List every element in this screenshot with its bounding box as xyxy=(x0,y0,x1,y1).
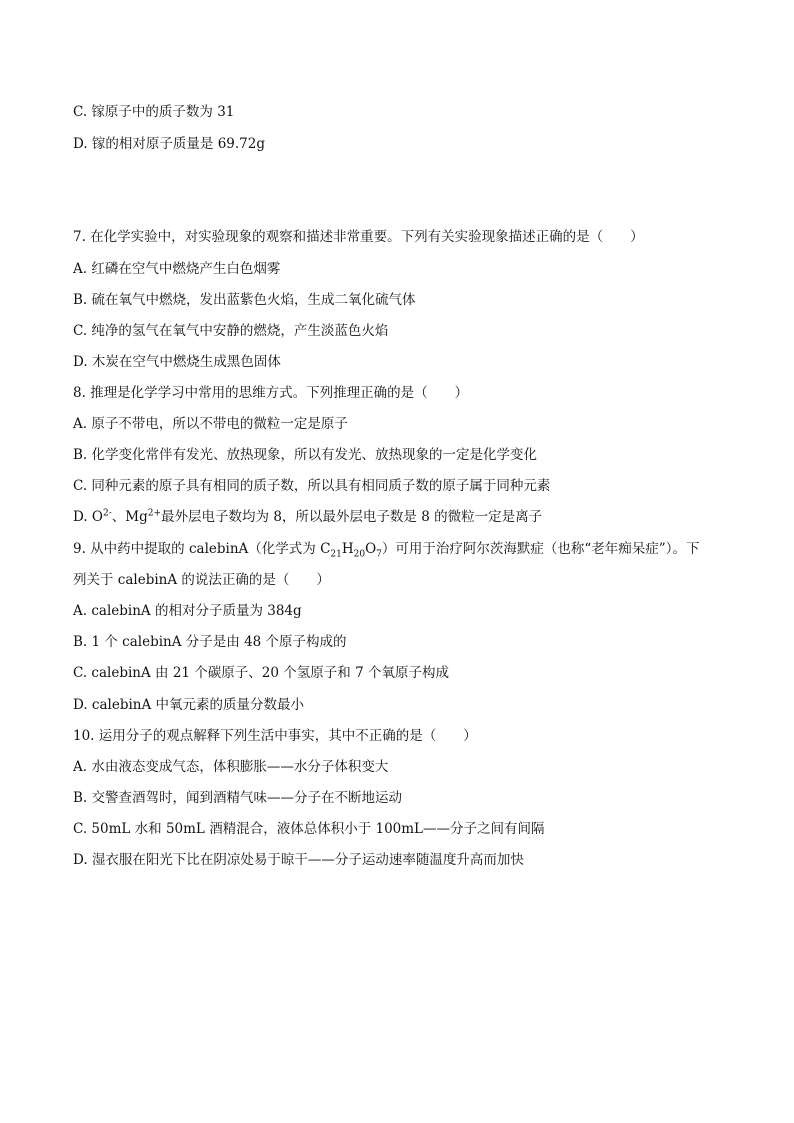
question-9-option-a: A. calebinA 的相对分子质量为 384g xyxy=(73,603,302,619)
question-9-option-d: D. calebinA 中氧元素的质量分数最小 xyxy=(73,697,305,713)
q9-stem-prefix: 9. 从中药中提取的 calebinA（化学式为 C xyxy=(73,541,331,557)
question-9-option-c: C. calebinA 由 21 个碳原子、20 个氢原子和 7 个氧原子构成 xyxy=(73,665,449,681)
question-9-stem-line-2: 列关于 calebinA 的说法正确的是（ ） xyxy=(73,572,330,588)
carbon-count: 21 xyxy=(330,549,342,560)
hydrogen-count: 20 xyxy=(353,549,366,560)
q9-stem-suffix: ）可用于治疗阿尔茨海默症（也称“老年痴呆症”）。下 xyxy=(381,541,700,557)
question-7-stem: 7. 在化学实验中，对实验现象的观察和描述非常重要。下列有关实验现象描述正确的是（ ） xyxy=(73,229,644,245)
question-9-stem xyxy=(73,540,699,558)
question-8-option-b: B. 化学变化常伴有发光、放热现象，所以有发光、放热现象的一定是化学变化 xyxy=(73,447,538,463)
question-10-stem: 10. 运用分子的观点解释下列生活中事实，其中不正确的是（ ） xyxy=(73,728,477,744)
prev-question-option-c: C. 镓原子中的质子数为 31 xyxy=(73,104,235,120)
question-10-option-b: B. 交警查酒驾时，闻到酒精气味——分子在不断地运动 xyxy=(73,790,403,806)
question-7-option-b: B. 硫在氧气中燃烧，发出蓝紫色火焰，生成二氧化硫气体 xyxy=(73,292,416,308)
question-10-option-c: C. 50mL 水和 50mL 酒精混合，液体总体积小于 100mL——分子之间有间隔 xyxy=(73,821,545,837)
hydrogen-symbol: H xyxy=(341,541,354,557)
option-d-mid: 、Mg xyxy=(111,509,148,525)
question-10-option-d: D. 湿衣服在阳光下比在阴凉处易于晾干——分子运动速率随温度升高而加快 xyxy=(73,852,524,868)
question-7-option-c: C. 纯净的氢气在氧气中安静的燃烧，产生淡蓝色火焰 xyxy=(73,323,389,339)
magnesium-ion-charge: 2+ xyxy=(147,508,162,519)
question-9-option-b: B. 1 个 calebinA 分子是由 48 个原子构成的 xyxy=(73,634,347,650)
option-d-prefix: D. O xyxy=(73,509,103,525)
oxide-ion-charge: 2- xyxy=(103,508,112,519)
question-8-option-d xyxy=(73,508,542,526)
oxygen-count: 7 xyxy=(376,549,382,560)
option-d-suffix: 最外层电子数均为 8，所以最外层电子数是 8 的微粒一定是离子 xyxy=(161,509,543,525)
question-10-option-a: A. 水由液态变成气态，体积膨胀——水分子体积变大 xyxy=(73,759,389,775)
question-7-option-a: A. 红磷在空气中燃烧产生白色烟雾 xyxy=(73,261,281,277)
question-8-stem: 8. 推理是化学学习中常用的思维方式。下列推理正确的是（ ） xyxy=(73,385,469,401)
question-7-option-d: D. 木炭在空气中燃烧生成黑色固体 xyxy=(73,354,281,370)
oxygen-symbol: O xyxy=(365,541,377,557)
question-8-option-a: A. 原子不带电，所以不带电的微粒一定是原子 xyxy=(73,416,348,432)
question-8-option-c: C. 同种元素的原子具有相同的质子数，所以具有相同质子数的原子属于同种元素 xyxy=(73,478,551,494)
prev-question-option-d: D. 镓的相对原子质量是 69.72g xyxy=(73,136,266,152)
